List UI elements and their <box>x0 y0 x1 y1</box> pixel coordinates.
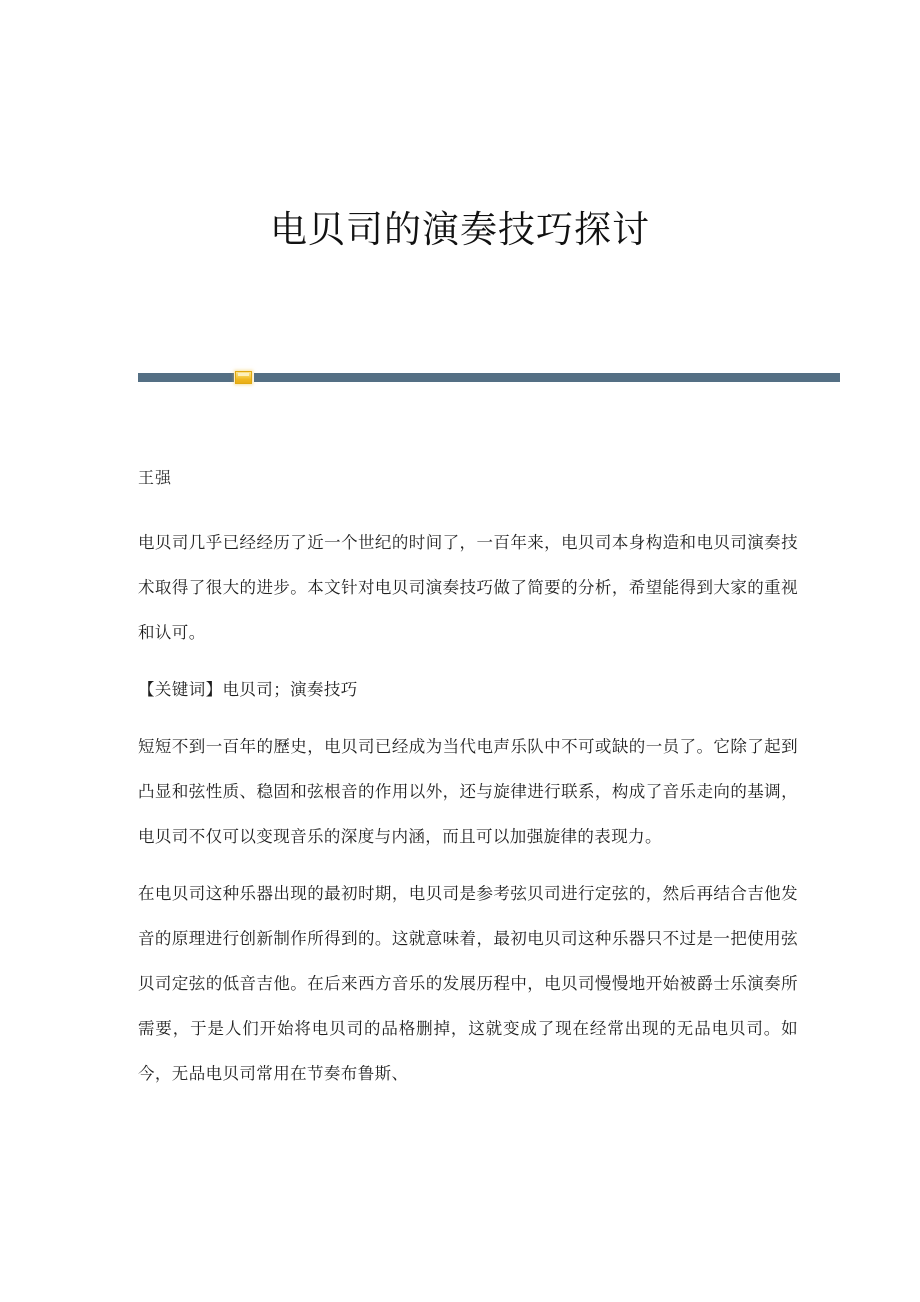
page-title: 电贝司的演奏技巧探讨 <box>270 208 650 251</box>
divider-gem-accent-icon <box>235 371 252 384</box>
divider-bar-left <box>138 373 234 382</box>
intro-paragraph: 短短不到一百年的歷史，电贝司已经成为当代电声乐队中不可或缺的一员了。它除了起到凸显和弦性质、稳固和弦根音的作用以外，还与旋律进行联系，构成了音乐走向的基调，电贝司不仅可以变现音乐的深度与内涵，而且可以加强旋律的表现力。 <box>138 737 798 846</box>
divider-bar-right <box>254 373 840 382</box>
keywords-line: 【关键词】电贝司；演奏技巧 <box>138 680 358 699</box>
abstract-paragraph: 电贝司几乎已经经历了近一个世纪的时间了，一百年来，电贝司本身构造和电贝司演奏技术取得了很大的进步。本文针对电贝司演奏技巧做了简要的分析，希望能得到大家的重视和认可。 <box>138 533 798 642</box>
decorative-divider <box>138 371 840 383</box>
history-paragraph: 在电贝司这种乐器出现的最初时期，电贝司是参考弦贝司进行定弦的，然后再结合吉他发音的原理进行创新制作所得到的。这就意味着，最初电贝司这种乐器只不过是一把使用弦贝司定弦的低音吉他。在后来西方音乐的发展历程中，电贝司慢慢地开始被爵士乐演奏所需要，于是人们开始将电贝司的品格删掉，这就变成了现在经常出现的无品电贝司。如今，无品电贝司常用在节奏布鲁斯、 <box>138 884 798 1083</box>
document-body <box>138 466 798 1096</box>
author-name: 王强 <box>138 468 173 487</box>
